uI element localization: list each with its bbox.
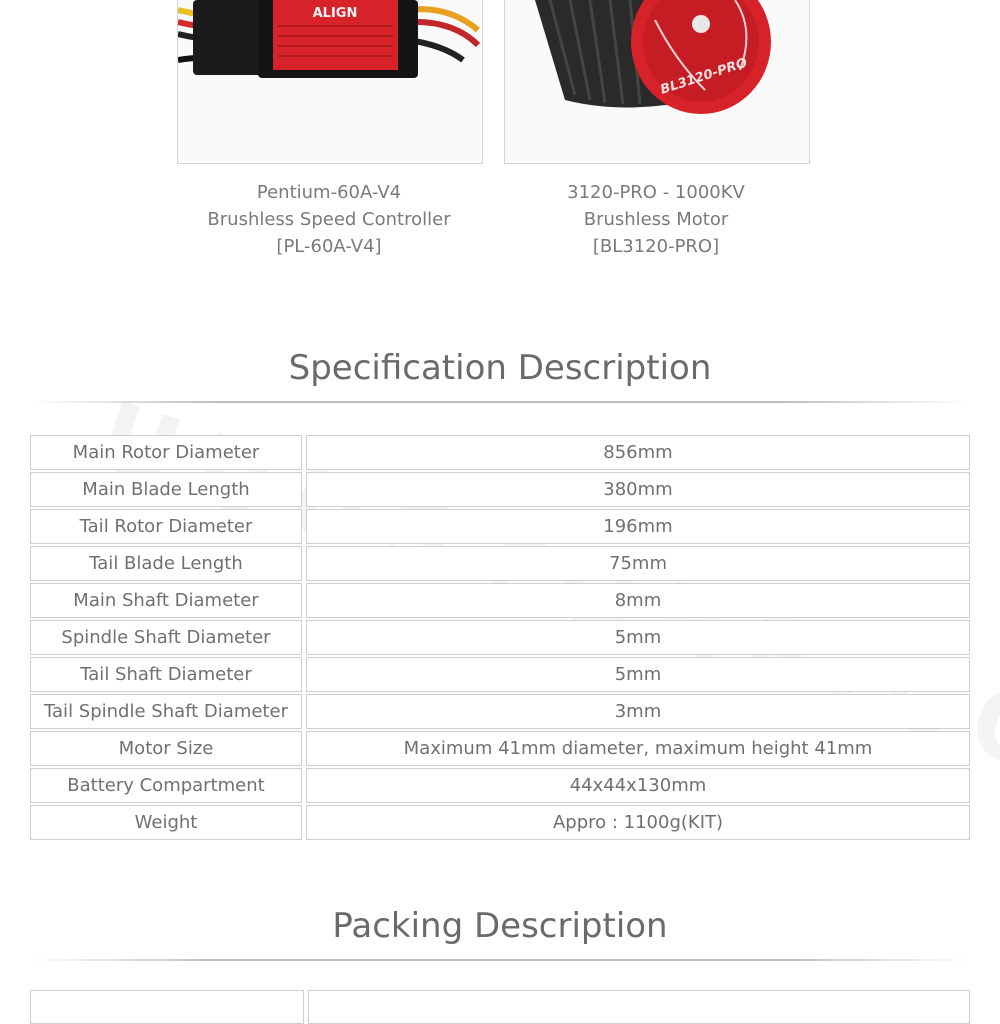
esc-brand-logo: ALIGN: [312, 6, 358, 21]
product-card-esc[interactable]: [177, 0, 483, 164]
table-cell-value: 5mm: [306, 657, 970, 692]
product-type: Brushless Motor: [583, 209, 729, 230]
product-name[interactable]: 3120-PRO - 1000KV: [567, 182, 745, 203]
table-cell-value: Maximum 41mm diameter, maximum height 41mm: [306, 731, 970, 766]
table-row: [30, 509, 970, 544]
table-cell-label: Tail Shaft Diameter: [30, 657, 302, 692]
table-row: [30, 768, 970, 803]
specification-table: [26, 433, 974, 842]
table-cell-value: [308, 990, 970, 1024]
table-cell-value: 44x44x130mm: [306, 768, 970, 803]
product-type: Brushless Speed Controller: [207, 209, 451, 230]
table-cell-value: Appro : 1100g(KIT): [306, 805, 970, 840]
table-cell-label: Weight: [30, 805, 302, 840]
product-card-motor[interactable]: [504, 0, 810, 164]
table-row: [30, 990, 970, 1024]
table-cell-label: Main Blade Length: [30, 472, 302, 507]
table-cell-label: Spindle Shaft Diameter: [30, 620, 302, 655]
table-cell-value: 196mm: [306, 509, 970, 544]
table-cell-label: Motor Size: [30, 731, 302, 766]
product-code: [BL3120-PRO]: [592, 236, 720, 257]
table-cell-label: [30, 990, 304, 1024]
table-row: [30, 694, 970, 729]
table-cell-label: Tail Blade Length: [30, 546, 302, 581]
table-row: [30, 472, 970, 507]
table-cell-label: Main Rotor Diameter: [30, 435, 302, 470]
table-cell-value: 75mm: [306, 546, 970, 581]
table-row: [30, 731, 970, 766]
specification-divider: [30, 401, 970, 403]
table-cell-value: 3mm: [306, 694, 970, 729]
table-row: [30, 546, 970, 581]
packing-title: Packing Description: [332, 906, 668, 946]
table-cell-value: 380mm: [306, 472, 970, 507]
motor-model-engraving: BL3120-PRO: [658, 55, 750, 98]
table-row: [30, 805, 970, 840]
table-cell-value: 856mm: [306, 435, 970, 470]
packing-table: [26, 990, 974, 1024]
product-caption-esc: [169, 179, 489, 260]
table-cell-label: Main Shaft Diameter: [30, 583, 302, 618]
product-caption-motor: [496, 179, 816, 260]
packing-divider: [30, 959, 970, 961]
table-row: [30, 657, 970, 692]
table-cell-value: 5mm: [306, 620, 970, 655]
motor-product-image: [505, 0, 809, 163]
specification-title: Specification Description: [288, 348, 712, 388]
product-name[interactable]: Pentium-60A-V4: [256, 182, 402, 203]
table-row: [30, 435, 970, 470]
table-cell-label: Tail Rotor Diameter: [30, 509, 302, 544]
table-cell-value: 8mm: [306, 583, 970, 618]
table-row: [30, 583, 970, 618]
table-cell-label: Tail Spindle Shaft Diameter: [30, 694, 302, 729]
esc-product-image: [178, 0, 482, 163]
table-row: [30, 620, 970, 655]
table-cell-label: Battery Compartment: [30, 768, 302, 803]
product-code: [PL-60A-V4]: [276, 236, 382, 257]
